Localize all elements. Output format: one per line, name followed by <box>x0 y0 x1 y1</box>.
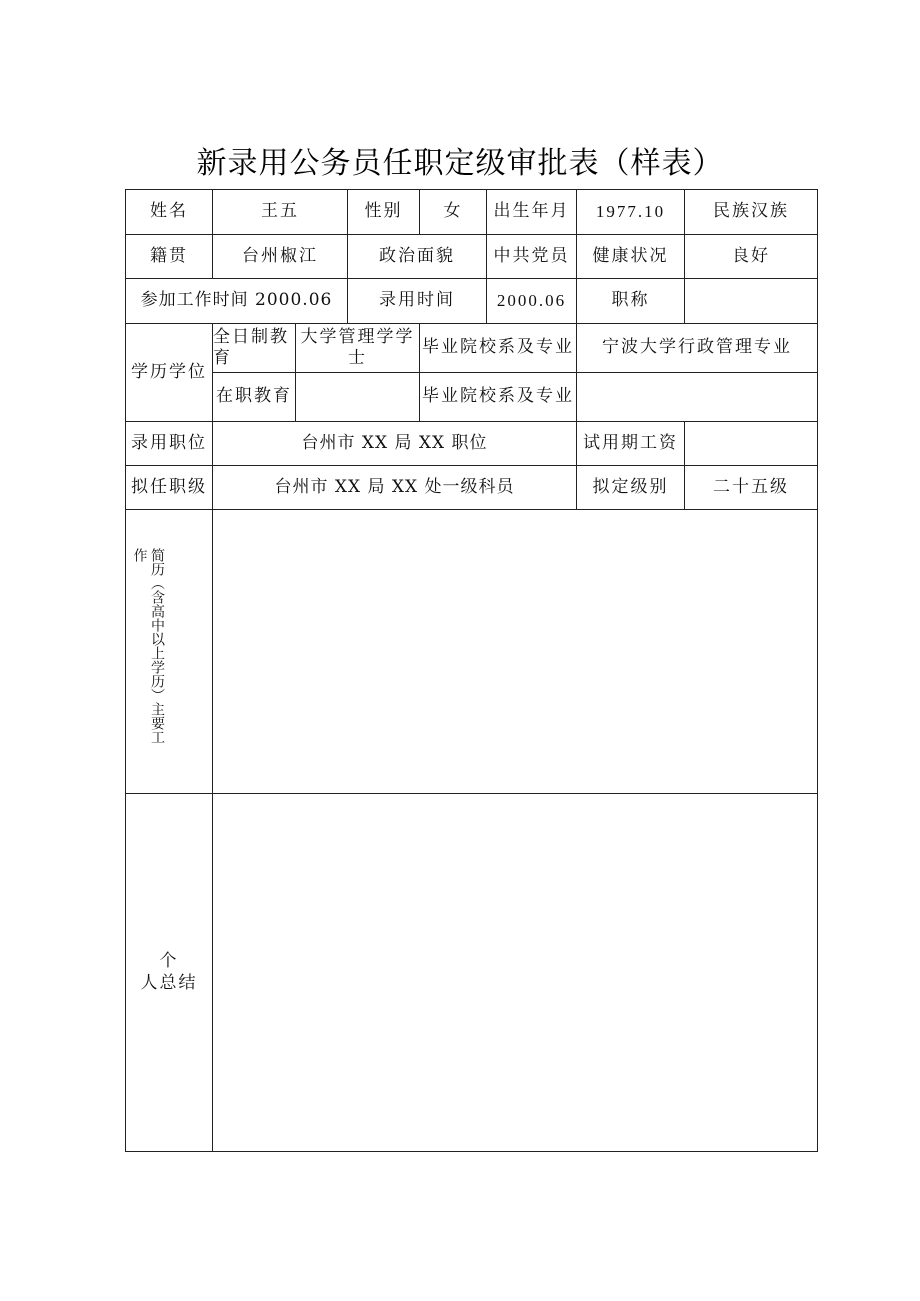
inservice-school-label: 毕业院校系及专业 <box>420 373 577 422</box>
resume-content[interactable] <box>213 510 818 794</box>
row-origin <box>126 235 818 279</box>
level-label: 拟定级别 <box>577 466 685 510</box>
education-label: 学历学位 <box>126 324 213 422</box>
health-label: 健康状况 <box>577 235 685 279</box>
inservice-school[interactable] <box>577 373 818 422</box>
fulltime-school-label: 毕业院校系及专业 <box>420 324 577 373</box>
title-value[interactable] <box>685 279 818 324</box>
hire-label: 录用时间 <box>348 279 487 324</box>
approval-form-table <box>125 189 818 1152</box>
post-label: 录用职位 <box>126 422 213 466</box>
hire-value[interactable]: 2000.06 <box>487 279 577 324</box>
work-start[interactable]: 参加工作时间 2000.06 <box>126 279 348 324</box>
row-basic-info <box>126 190 818 235</box>
form-title: 新录用公务员任职定级审批表（样表） <box>196 146 724 181</box>
birth-value[interactable]: 1977.10 <box>577 190 685 235</box>
summary-label-cell <box>126 794 213 1152</box>
title-label: 职称 <box>577 279 685 324</box>
row-rank <box>126 466 818 510</box>
salary-value[interactable] <box>685 422 818 466</box>
summary-content[interactable] <box>213 794 818 1152</box>
gender-label: 性别 <box>348 190 420 235</box>
name-value[interactable]: 王五 <box>213 190 348 235</box>
salary-label: 试用期工资 <box>577 422 685 466</box>
inservice-label: 在职教育 <box>213 373 296 422</box>
gender-value[interactable]: 女 <box>420 190 487 235</box>
political-value[interactable]: 中共党员 <box>487 235 577 279</box>
row-post <box>126 422 818 466</box>
fulltime-school[interactable]: 宁波大学行政管理专业 <box>577 324 818 373</box>
ethnicity-value[interactable]: 民族汉族 <box>685 190 818 235</box>
native-value[interactable]: 台州椒江 <box>213 235 348 279</box>
row-resume <box>126 510 818 794</box>
row-summary <box>126 794 818 1152</box>
summary-label-line2: 人总结 <box>140 972 198 993</box>
fulltime-label: 全日制教育 <box>213 324 296 373</box>
summary-label-line1: 个 <box>159 951 179 972</box>
birth-label: 出生年月 <box>487 190 577 235</box>
row-education-fulltime <box>126 324 818 373</box>
resume-label: 简历（含高中以上学历）主要工作 <box>131 548 165 745</box>
row-education-inservice <box>126 373 818 422</box>
health-value[interactable]: 良好 <box>685 235 818 279</box>
name-label: 姓名 <box>126 190 213 235</box>
native-label: 籍贯 <box>126 235 213 279</box>
post-value[interactable]: 台州市 XX 局 XX 职位 <box>213 422 577 466</box>
political-label: 政治面貌 <box>348 235 487 279</box>
inservice-degree[interactable] <box>296 373 420 422</box>
fulltime-degree[interactable]: 大学管理学学士 <box>296 324 420 373</box>
level-value[interactable]: 二十五级 <box>685 466 818 510</box>
row-work-dates <box>126 279 818 324</box>
rank-label: 拟任职级 <box>126 466 213 510</box>
rank-value[interactable]: 台州市 XX 局 XX 处一级科员 <box>213 466 577 510</box>
